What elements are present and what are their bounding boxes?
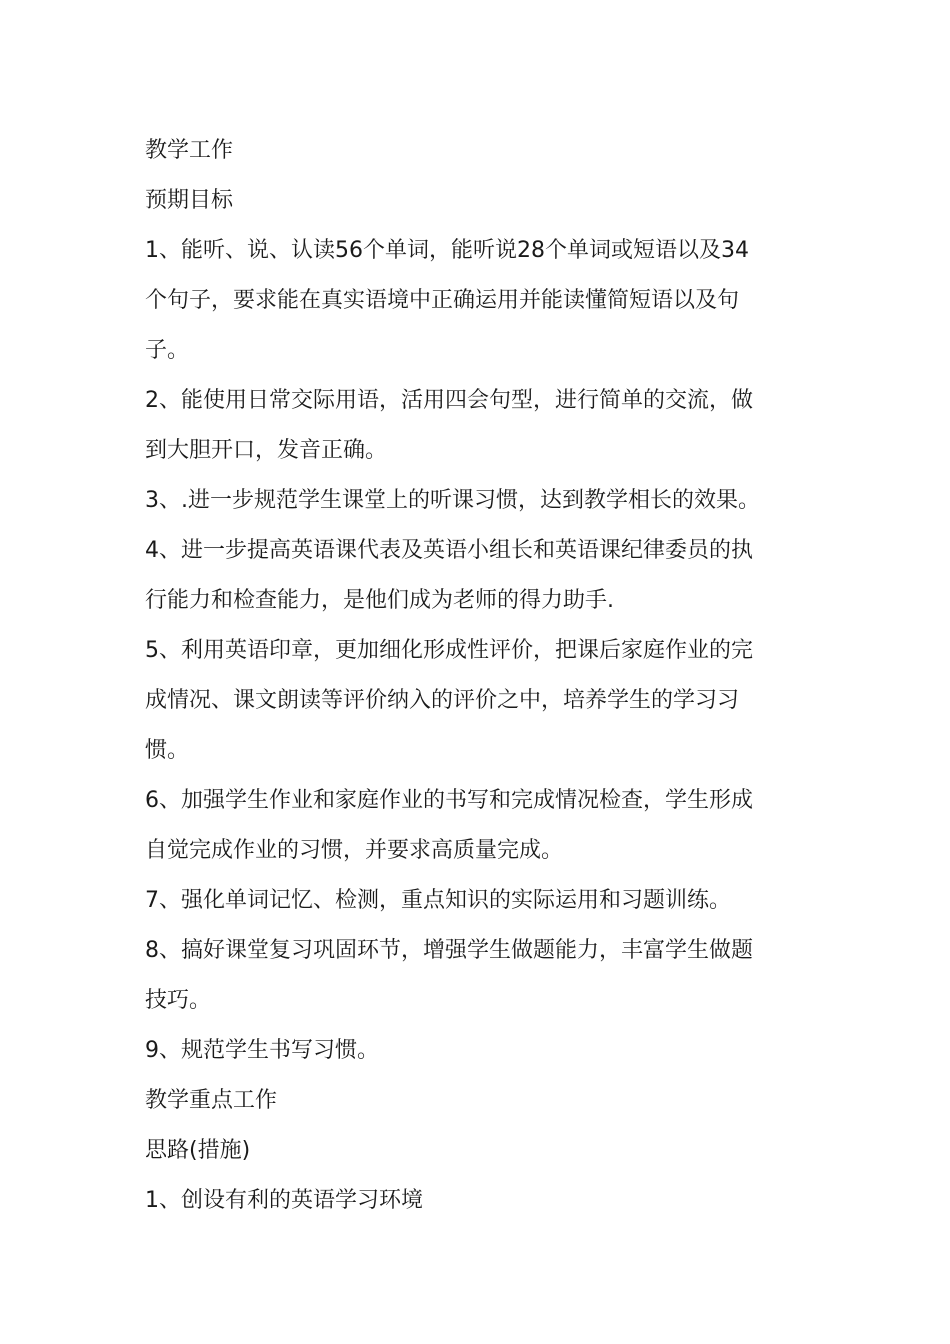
- subsection-heading: 预期目标: [145, 188, 234, 213]
- paragraph-line: 6、加强学生作业和家庭作业的书写和完成情况检查，学生形成: [145, 788, 753, 813]
- paragraph-line: 个句子，要求能在真实语境中正确运用并能读懂简短语以及句: [145, 288, 740, 313]
- paragraph-line: 惯。: [145, 738, 190, 763]
- paragraph-line: 1、创设有利的英语学习环境: [145, 1188, 423, 1213]
- paragraph-line: 自觉完成作业的习惯，并要求高质量完成。: [145, 838, 564, 863]
- paragraph-line: 1、能听、说、认读56个单词，能听说28个单词或短语以及34: [145, 238, 749, 263]
- section-heading: 教学工作: [145, 138, 234, 163]
- paragraph-line: 4、进一步提高英语课代表及英语小组长和英语课纪律委员的执: [145, 538, 753, 563]
- paragraph-line: 技巧。: [145, 988, 212, 1013]
- paragraph-line: 7、强化单词记忆、检测，重点知识的实际运用和习题训练。: [145, 888, 731, 913]
- paragraph-line: 9、规范学生书写习惯。: [145, 1038, 379, 1063]
- paragraph-line: 到大胆开口，发音正确。: [145, 438, 388, 463]
- paragraph-line: 行能力和检查能力，是他们成为老师的得力助手.: [145, 588, 614, 613]
- document-page: [145, 126, 810, 1226]
- paragraph-line: 5、利用英语印章，更加细化形成性评价，把课后家庭作业的完: [145, 638, 753, 663]
- section-heading: 教学重点工作: [145, 1088, 278, 1113]
- subsection-heading: 思路(措施): [145, 1138, 251, 1163]
- paragraph-line: 子。: [145, 338, 190, 363]
- paragraph-line: 3、.进一步规范学生课堂上的听课习惯，达到教学相长的效果。: [145, 488, 760, 513]
- paragraph-line: 2、能使用日常交际用语，活用四会句型，进行简单的交流，做: [145, 388, 753, 413]
- paragraph-line: 8、搞好课堂复习巩固环节，增强学生做题能力，丰富学生做题: [145, 938, 753, 963]
- paragraph-line: 成情况、课文朗读等评价纳入的评价之中，培养学生的学习习: [145, 688, 740, 713]
